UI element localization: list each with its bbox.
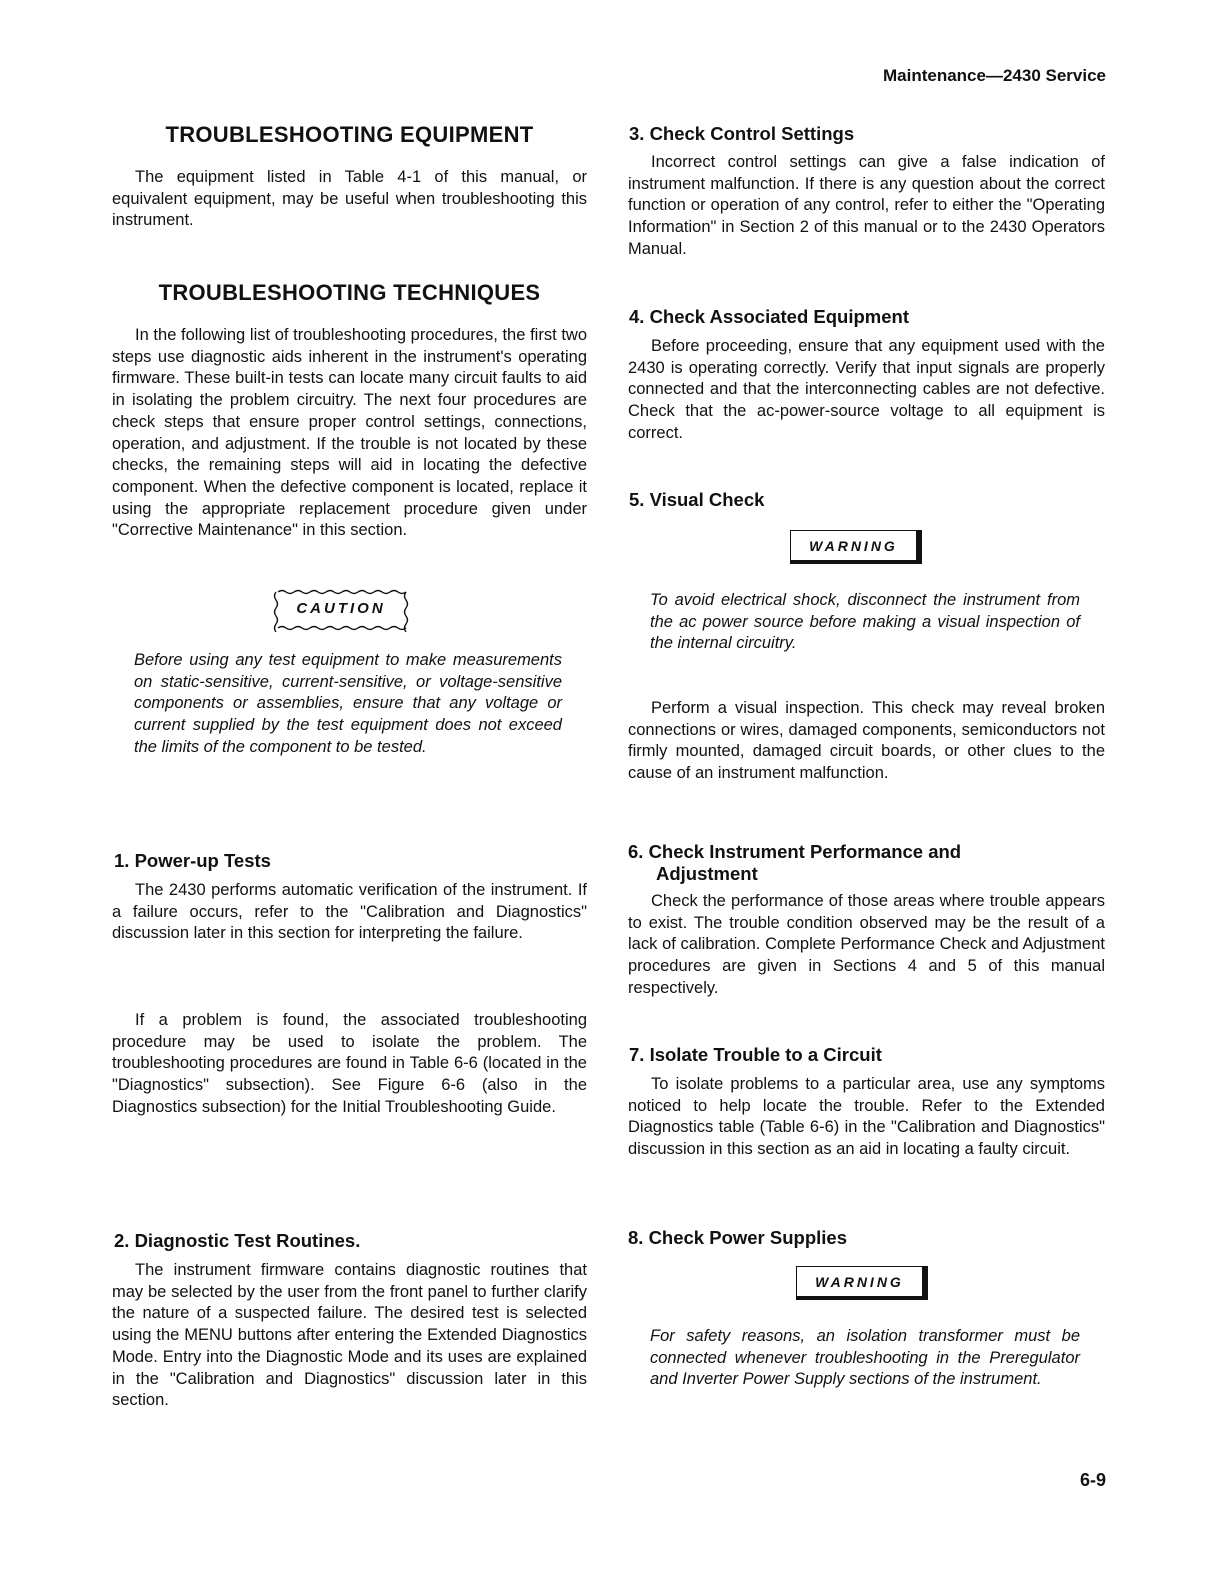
step1-heading: 1. Power-up Tests — [114, 850, 271, 871]
caution-label: CAUTION — [296, 600, 386, 617]
step7-paragraph: To isolate problems to a particular area, use any symptoms noticed to help locate the trouble. Refer to the Extended Diagnostics table (Table 6-6) in the "Calibration and Diagnostics" discussion in this section as an aid in locating a faulty circuit. — [628, 1075, 1105, 1159]
warning-notice-1 — [650, 590, 1080, 655]
warning-box-2: WARNING — [796, 1266, 928, 1300]
step6-section — [628, 891, 1105, 1000]
step5-paragraph: Perform a visual inspection. This check may reveal broken connections or wires, damaged components, semiconductors not firmly mounted, damaged circuit boards, or other clues to the cause of an instrument malfunction. — [628, 699, 1105, 783]
step4-section — [628, 336, 1105, 445]
step5-section — [628, 698, 1105, 785]
equipment-paragraph: The equipment listed in Table 4-1 of this manual, or equivalent equipment, may be useful when troubleshooting this instrument. — [112, 168, 587, 230]
techniques-heading: TROUBLESHOOTING TECHNIQUES — [158, 280, 541, 305]
warning2-text: For safety reasons, an isolation transformer must be connected whenever troubleshooting in the Preregulator and Inverter Power Supply sections of the instrument. — [650, 1327, 1080, 1389]
equipment-heading: TROUBLESHOOTING EQUIPMENT — [165, 122, 534, 147]
step2-section — [112, 1260, 587, 1412]
caution-text: Before using any test equipment to make measurements on static-sensitive, current-sensitive, or voltage-sensitive components or assemblies, ensure that any voltage or current supplied by the test equipment does not exceed the limits of the component to be tested. — [134, 651, 562, 756]
warning-box-1: WARNING — [790, 530, 922, 564]
step3-paragraph: Incorrect control settings can give a false indication of instrument malfunction. If there is any question about the correct function or operation of any control, refer to either the "Operating Information" in Section 2 of this manual or to the 2430 Operators Manual. — [628, 153, 1105, 258]
step6-paragraph: Check the performance of those areas where trouble appears to exist. The trouble condition observed may be the result of a lack of calibration. Complete Performance Check and Adjustment procedures are given in Sections 4 and 5 of this manual respectively. — [628, 892, 1105, 997]
step8-heading: 8. Check Power Supplies — [628, 1227, 847, 1248]
equipment-section — [112, 167, 587, 232]
caution-box — [272, 588, 410, 632]
step7-section — [628, 1074, 1105, 1161]
step2-paragraph: The instrument firmware contains diagnostic routines that may be selected by the user from the front panel to further clarify the nature of a suspected failure. The desired test is selected using the MENU buttons after entering the Extended Diagnostics Mode. Entry into the Diagnostic Mode and its uses are explained in the "Calibration and Diagnostics" discussion later in this section. — [112, 1261, 587, 1410]
step3-heading: 3. Check Control Settings — [629, 123, 855, 144]
step3-section — [628, 152, 1105, 261]
step5-heading: 5. Visual Check — [629, 489, 765, 510]
step1-section-2 — [112, 1010, 587, 1119]
step6-heading-line1: 6. Check Instrument Performance and — [628, 841, 962, 862]
step4-paragraph: Before proceeding, ensure that any equipment used with the 2430 is operating correctly. Verify that input signals are properly connected and that the interconnecting cables are not defective. Check that the ac-power-source voltage to all equipment is correct. — [628, 337, 1105, 442]
step1-section — [112, 880, 587, 945]
warning1-text: To avoid electrical shock, disconnect the instrument from the ac power source before making a visual inspection of the internal circuitry. — [650, 591, 1080, 653]
warning-notice-2 — [650, 1326, 1080, 1391]
running-header: Maintenance—2430 Service — [882, 66, 1106, 85]
techniques-section — [112, 325, 587, 542]
step1-paragraph-1: The 2430 performs automatic verification of the instrument. If a failure occurs, refer to the "Calibration and Diagnostics" discussion later in this section for interpreting the failure. — [112, 881, 587, 943]
page-number: 6-9 — [1079, 1470, 1106, 1490]
step4-heading: 4. Check Associated Equipment — [629, 306, 909, 327]
step2-heading: 2. Diagnostic Test Routines. — [114, 1230, 361, 1251]
step1-paragraph-2: If a problem is found, the associated troubleshooting procedure may be used to isolate the problem. The troubleshooting procedures are found in Table 6-6 (located in the "Diagnostics" subsection). See Figure 6-6 (also in the Diagnostics subsection) for the Initial Troubleshooting Guide. — [112, 1011, 587, 1116]
step6-heading-line2: Adjustment — [656, 863, 758, 884]
step6-heading — [628, 841, 961, 885]
step7-heading: 7. Isolate Trouble to a Circuit — [629, 1044, 882, 1065]
techniques-paragraph: In the following list of troubleshooting procedures, the first two steps use diagnostic aids inherent in the instrument's operating firmware. These built-in tests can locate many circuit faults to aid in isolating the problem circuitry. The next four procedures are check steps that ensure proper control settings, connections, operation, and adjustment. If the trouble is not located by these checks, the remaining steps will aid in locating the defective component. When the defective component is located, replace it using the appropriate replacement procedure given under "Corrective Maintenance" in this section. — [112, 326, 587, 540]
caution-notice — [134, 650, 562, 759]
